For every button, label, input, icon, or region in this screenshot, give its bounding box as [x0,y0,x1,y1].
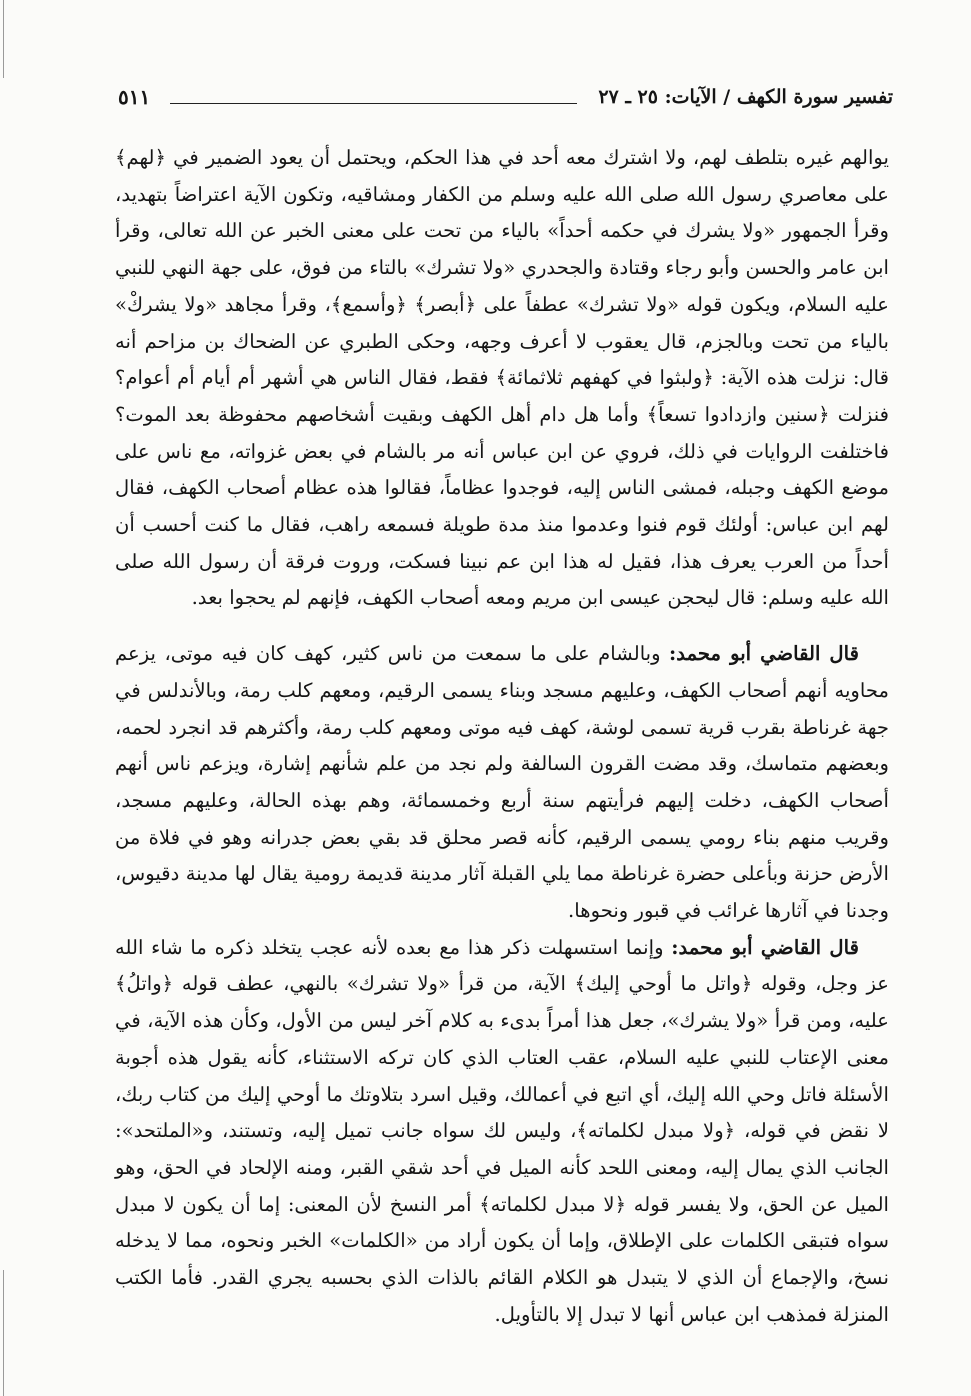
paragraph [115,636,889,930]
paragraph-lead: قال القاضي أبو محمد: [671,935,859,959]
paragraph [115,930,889,1334]
page-number: ٥١١ [118,85,151,109]
header-rule [170,103,577,104]
running-title: تفسير سورة الكهف / الآيات: ٢٥ ـ ٢٧ [598,86,893,108]
body-text [115,140,889,1334]
scan-edge-line [3,0,4,78]
scan-edge-line [3,1270,4,1396]
paragraph [115,140,889,617]
paragraph-text: وبالشام على ما سمعت من ناس كثير، كهف كان فيه موتى، يزعم محاويه أنهم أصحاب الكهف، وعليهم مسجد وبناء يسمى الرقيم، ومعهم كلب رمة، وبالأندلس في جهة غرناطة بقرب قرية تسمى لوشة، كهف فيه موتى ومعهم كلب رمة، وأكثرهم قد انجرد لحمه، وبعضهم متماسك، وقد مضت القرون السالفة ولم نجد من علم شأنهم إشارة، ويزعم ناس أنهم أصحاب الكهف، دخلت إليهم فرأيتهم سنة أربع وخمسمائة، وهم بهذه الحالة، وعليهم مسجد، وقريب منهم بناء رومي يسمى الرقيم، كأنه قصر محلق قد بقي بعض جدرانه وهو في فلاة من الأرض حزنة وبأعلى حضرة غرناطة مما يلي القبلة آثار مدينة قديمة رومية يقال لها مدينة دقيوس، وجدنا في آثارها غرائب في قبور ونحوها. [115,642,889,923]
paragraph-text: وإنما استسهلت ذكر هذا مع بعده لأنه عجب يتخلد ذكره ما شاء الله عز وجل، وقوله ﴿واتل ما أوحي إليك﴾ الآية، من قرأ «ولا تشرك» بالنهي، عطف قوله ﴿واتلُ﴾ عليه، ومن قرأ «ولا يشرك»، جعل هذا أمراً بدىء به كلام آخر ليس من الأول، وكأن هذه الآية، في معنى الإعتاب للنبي عليه السلام، عقب العتاب الذي كان تركه الاستثناء، كأنه يقول هذه أجوبة الأسئلة فاتل وحي الله إليك، أي اتبع في أعمالك، وقيل اسرد بتلاوتك ما أوحي إليك من كتاب ربك، لا نقض في قوله، ﴿ولا مبدل لكلماته﴾، وليس لك سواه جانب تميل إليه، وتستند، و«الملتحد»: الجانب الذي يمال إليه، ومعنى اللحد كأنه الميل في أحد شقي القبر، ومنه الإلحاد في الحق، وهو الميل عن الحق، ولا يفسر قوله ﴿لا مبدل لكلماته﴾ أمر النسخ لأن المعنى: إما أن يكون لا مبدل سواه فتبقى الكلمات على الإطلاق، وإما أن يكون أراد من «الكلمات» الخبر ونحوه، مما لا يدخله نسخ، والإجماع أن الذي لا يتبدل هو الكلام القائم بالذات الذي بحسبه يجري القدر. فأما الكتب المنزلة فمذهب ابن عباس أنها لا تبدل إلا بالتأويل. [115,935,889,1326]
page-header [118,82,893,118]
paragraph-lead: قال القاضي أبو محمد: [669,642,859,666]
paragraph-text: يوالهم غيره بتلطف لهم، ولا اشترك معه أحد في هذا الحكم، ويحتمل أن يعود الضمير في ﴿لهم﴾ على معاصري رسول الله صلى الله عليه وسلم من الكفار ومشاقيه، وتكون الآية اعتراضاً بتهديد، وقرأ الجمهور «ولا يشرك في حكمه أحداً» بالياء من تحت على معنى الخبر عن الله تعالى، وقرأ ابن عامر والحسن وأبو رجاء وقتادة والجحدري «ولا تشرك» بالتاء من فوق، على جهة النهي للنبي عليه السلام، ويكون قوله «ولا تشرك» عطفاً على ﴿أبصر﴾ ﴿وأسمع﴾، وقرأ مجاهد «ولا يشركْ» بالياء من تحت وبالجزم، قال يعقوب لا أعرف وجهه، وحكى الطبري عن الضحاك بن مزاحم أنه قال: نزلت هذه الآية: ﴿ولبثوا في كهفهم ثلاثمائة﴾ فقط، فقال الناس هي أشهر أم أيام أم أعوام؟ فنزلت ﴿سنين وازدادوا تسعاً﴾ وأما هل دام أهل الكهف وبقيت أشخاصهم محفوظة بعد الموت؟ فاختلفت الروايات في ذلك، فروي عن ابن عباس أنه مر بالشام في بعض غزواته، مع ناس على موضع الكهف وجبله، فمشى الناس إليه، فوجدوا عظاماً، فقالوا هذه عظام أصحاب الكهف، فقال لهم ابن عباس: أولئك قوم فنوا وعدموا منذ مدة طويلة فسمعه راهب، فقال ما كنت أحسب أن أحداً من العرب يعرف هذا، فقيل له هذا ابن عم نبينا فسكت، وروت فرقة أن رسول الله صلى الله عليه وسلم: قال ليحجن عيسى ابن مريم ومعه أصحاب الكهف، فإنهم لم يحجوا بعد. [115,146,889,610]
